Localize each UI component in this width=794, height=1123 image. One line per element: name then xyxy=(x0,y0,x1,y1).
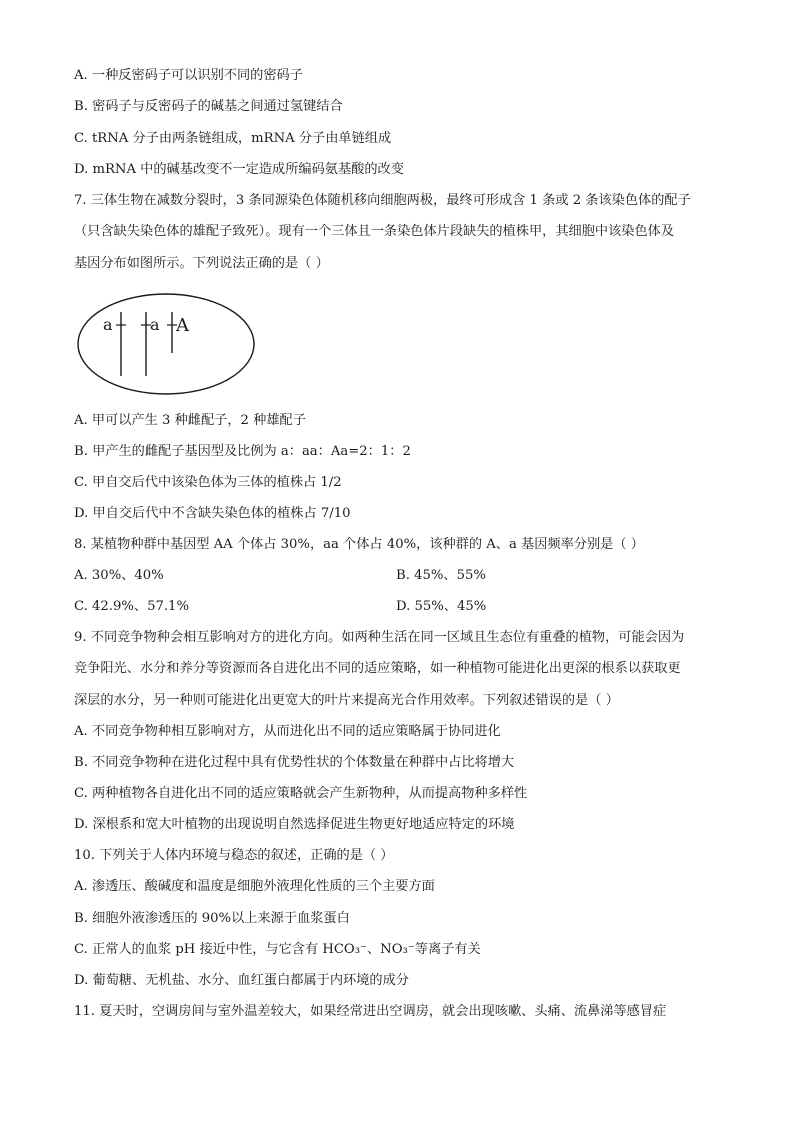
q6-option-b: B. 密码子与反密码子的碱基之间通过氢键结合 xyxy=(74,99,343,114)
q8-stem: 8. 某植物种群中基因型 AA 个体占 30%，aa 个体占 40%，该种群的 A、a 基因频率分别是（ ） xyxy=(74,537,644,552)
gene-label-1: a xyxy=(103,315,113,334)
q10-option-c: C. 正常人的血浆 pH 接近中性，与它含有 HCO₃⁻、NO₃⁻等离子有关 xyxy=(74,942,481,957)
q10-option-d: D. 葡萄糖、无机盐、水分、血红蛋白都属于内环境的成分 xyxy=(74,973,409,988)
q8-option-b: B. 45%、55% xyxy=(396,568,486,583)
q8-option-a: A. 30%、40% xyxy=(74,568,164,583)
q7-stem-line2: （只含缺失染色体的雄配子致死）。现有一个三体且一条染色体片段缺失的植株甲，其细胞中该染色体及 xyxy=(74,224,675,239)
q10-option-b: B. 细胞外液渗透压的 90%以上来源于血浆蛋白 xyxy=(74,911,350,926)
gene-label-2: a xyxy=(150,315,160,334)
q6-option-c: C. tRNA 分子由两条链组成，mRNA 分子由单链组成 xyxy=(74,131,392,146)
q9-stem-line1: 9. 不同竞争物种会相互影响对方的进化方向。如两种生活在同一区域且生态位有重叠的植物，可能会因为 xyxy=(74,630,685,645)
q7-option-d: D. 甲自交后代中不含缺失染色体的植株占 7/10 xyxy=(74,506,351,521)
q9-stem-line2: 竞争阳光、水分和养分等资源而各自进化出不同的适应策略，如一种植物可能进化出更深的根系以获取更 xyxy=(74,661,681,676)
q10-stem: 10. 下列关于人体内环境与稳态的叙述，正确的是（ ） xyxy=(74,848,394,863)
q9-stem-line3: 深层的水分，另一种则可能进化出更宽大的叶片来提高光合作用效率。下列叙述错误的是（ ） xyxy=(74,693,619,708)
gene-label-3: A xyxy=(176,315,189,336)
q8-option-c: C. 42.9%、57.1% xyxy=(74,599,189,614)
q10-option-a: A. 渗透压、酸碱度和温度是细胞外液理化性质的三个主要方面 xyxy=(74,879,435,894)
q9-option-a: A. 不同竞争物种相互影响对方，从而进化出不同的适应策略属于协同进化 xyxy=(74,724,501,739)
chromosome-diagram xyxy=(76,290,258,396)
q9-option-d: D. 深根系和宽大叶植物的出现说明自然选择促进生物更好地适应特定的环境 xyxy=(74,817,515,832)
q11-stem-line1: 11. 夏天时，空调房间与室外温差较大，如果经常进出空调房，就会出现咳嗽、头痛、流鼻涕等感冒症 xyxy=(74,1004,667,1019)
q7-option-b: B. 甲产生的雌配子基因型及比例为 a：aa：Aa=2：1：2 xyxy=(74,444,411,459)
q6-option-d: D. mRNA 中的碱基改变不一定造成所编码氨基酸的改变 xyxy=(74,162,404,177)
q7-stem-line1: 7. 三体生物在减数分裂时，3 条同源染色体随机移向细胞两极，最终可形成含 1 条或 2 条该染色体的配子 xyxy=(74,193,691,208)
q7-option-a: A. 甲可以产生 3 种雌配子，2 种雄配子 xyxy=(74,413,306,428)
q7-option-c: C. 甲自交后代中该染色体为三体的植株占 1/2 xyxy=(74,475,342,490)
q6-option-a: A. 一种反密码子可以识别不同的密码子 xyxy=(74,68,303,83)
cell-outline xyxy=(78,294,254,394)
q7-stem-line3: 基因分布如图所示。下列说法正确的是（ ） xyxy=(74,256,329,271)
q9-option-b: B. 不同竞争物种在进化过程中具有优势性状的个体数量在种群中占比将增大 xyxy=(74,755,515,770)
q8-option-d: D. 55%、45% xyxy=(396,599,487,614)
q9-option-c: C. 两种植物各自进化出不同的适应策略就会产生新物种，从而提高物种多样性 xyxy=(74,786,528,801)
